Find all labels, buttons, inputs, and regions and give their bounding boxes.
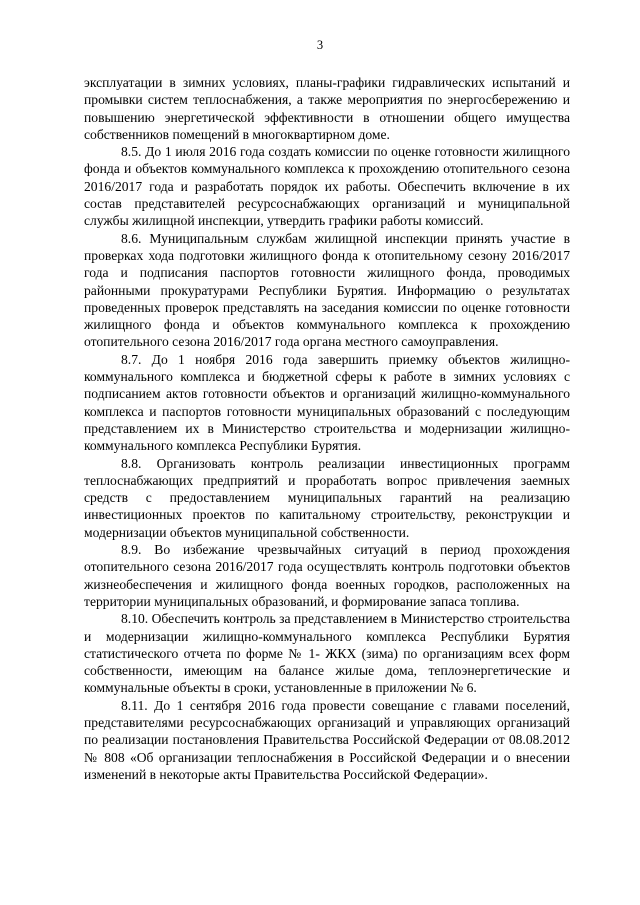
paragraph-item-8-11: 8.11. До 1 сентября 2016 года провести совещание с главами поселений, представителями ресурсоснабжающих организаций и управляющих организаций по реализации постановления Правительства Российской Федерации от 08.08.2012 № 808 «Об организации теплоснабжения в Российской Федерации и о внесении изменений в некоторые акты Правительства Российской Федерации».: [84, 697, 570, 782]
paragraph-item-8-5: 8.5. До 1 июля 2016 года создать комиссии по оценке готовности жилищного фонда и объектов коммунального комплекса к прохождению отопительного сезона 2016/2017 года и разработать порядок их работы. Обеспечить включение в их состав представителей ресурсоснабжающих организаций и муниципальной службы жилищной инспекции, утвердить графики работы комиссий.: [84, 144, 570, 229]
page-number: 3: [316, 38, 324, 52]
body-text: [84, 74, 570, 783]
paragraph-item-8-9: 8.9. Во избежание чрезвычайных ситуаций в период прохождения отопительного сезона 2016/2017 года осуществлять контроль подготовки объектов жизнеобеспечения и жилищного фонда военных городков, расположенных на территории муниципальных образований, и формирование запаса топлива.: [84, 542, 570, 609]
paragraph-item-8-10: 8.10. Обеспечить контроль за представлением в Министерство строительства и модернизации жилищно-коммунального комплекса Республики Бурятия статистического отчета по форме № 1- ЖКХ (зима) по организациям всех форм собственности, имеющим на балансе жилые дома, теплоэнергетические и коммунальные объекты в сроки, установленные в приложении № 6.: [84, 611, 570, 696]
paragraph-item-8-7: 8.7. До 1 ноября 2016 года завершить приемку объектов жилищно-коммунального комплекса и бюджетной сферы к работе в зимних условиях с подписанием актов готовности объектов и организаций жилищно-коммунального комплекса и паспортов готовности муниципальных образований с последующим представлением их в Министерство строительства и модернизации жилищно-коммунального комплекса Республики Бурятия.: [84, 351, 570, 454]
paragraph-item-8-8: 8.8. Организовать контроль реализации инвестиционных программ теплоснабжающих предприятий и проработать вопрос привлечения заемных средств с предоставлением муниципальных гарантий на реализацию инвестиционных проектов по капитальному строительству, реконструкции и модернизации объектов муниципальной собственности.: [84, 455, 570, 540]
paragraph-continuation: эксплуатации в зимних условиях, планы-графики гидравлических испытаний и промывки систем теплоснабжения, а также мероприятия по энергосбережению и повышению энергетической эффективности в отношении общего имущества собственников помещений в многоквартирном доме.: [84, 75, 570, 142]
paragraph-item-8-6: 8.6. Муниципальным службам жилищной инспекции принять участие в проверках хода подготовки жилищного фонда к отопительному сезону 2016/2017 года и подписания паспортов готовности жилищного фонда, проводимых районными прокуратурами Республики Бурятия. Информацию о результатах проведенных проверок представлять на заседания комиссии по оценке готовности жилищного фонда и объектов коммунального комплекса к прохождению отопительного сезона 2016/2017 года органа местного самоуправления.: [84, 230, 570, 350]
